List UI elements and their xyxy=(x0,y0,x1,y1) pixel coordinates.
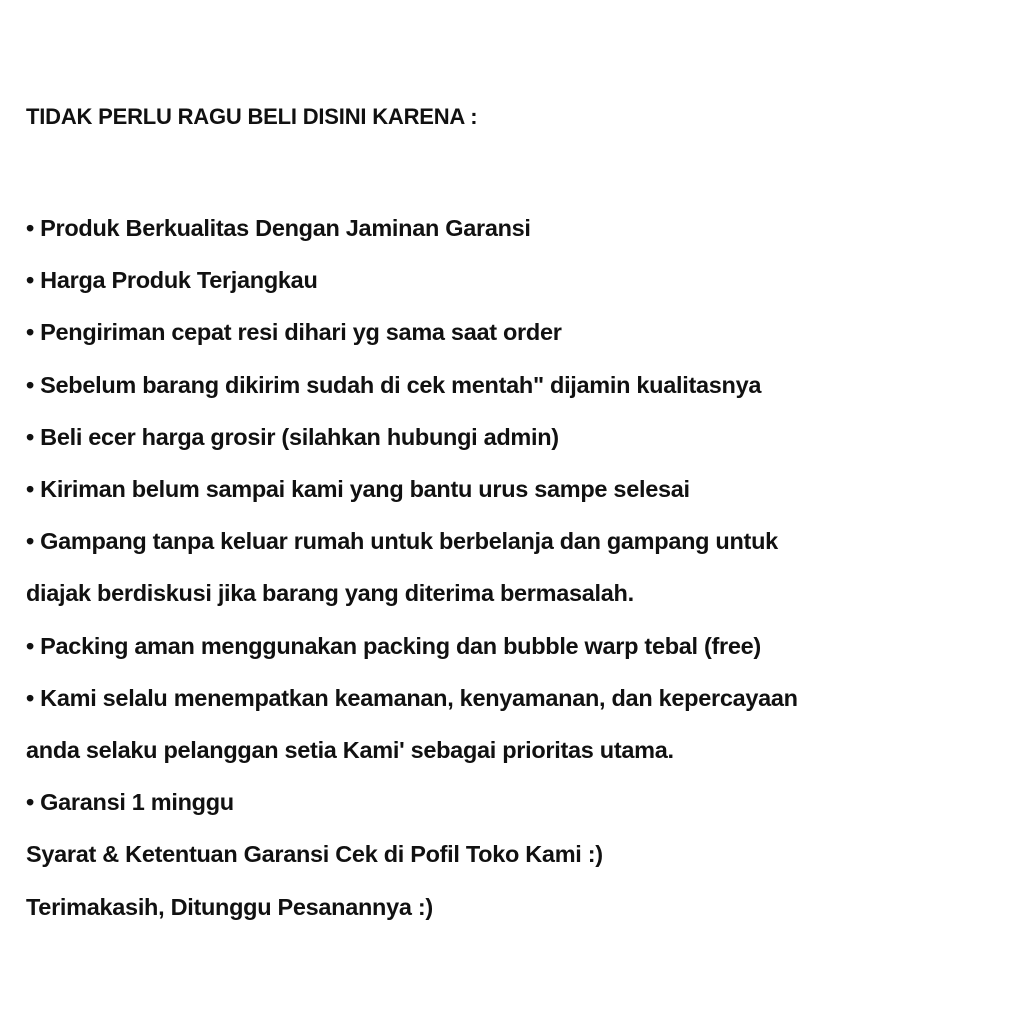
text-line-8: diajak berdiskusi jika barang yang diterima bermasalah. xyxy=(26,580,634,607)
text-line-4: • Sebelum barang dikirim sudah di cek mentah" dijamin kualitasnya xyxy=(26,371,762,398)
text-line-2: • Harga Produk Terjangkau xyxy=(26,267,318,294)
text-line-9: • Packing aman menggunakan packing dan bubble warp tebal (free) xyxy=(26,632,761,659)
text-line-14: Terimakasih, Ditunggu Pesanannya :) xyxy=(26,893,433,920)
text-line-10: • Kami selalu menempatkan keamanan, kenyamanan, dan kepercayaan xyxy=(26,684,798,711)
text-line-5: • Beli ecer harga grosir (silahkan hubungi admin) xyxy=(26,423,559,450)
text-line-11: anda selaku pelanggan setia Kami' sebagai prioritas utama. xyxy=(26,737,674,764)
text-line-3: • Pengiriman cepat resi dihari yg sama saat order xyxy=(26,319,562,346)
spacer xyxy=(26,136,1001,202)
text-line-12: • Garansi 1 minggu xyxy=(26,789,234,816)
document-body xyxy=(26,98,1001,933)
text-line-6: • Kiriman belum sampai kami yang bantu urus sampe selesai xyxy=(26,476,690,503)
text-line-1: • Produk Berkualitas Dengan Jaminan Garansi xyxy=(26,215,531,241)
text-line-13: Syarat & Ketentuan Garansi Cek di Pofil Toko Kami :) xyxy=(26,841,603,868)
document-heading: TIDAK PERLU RAGU BELI DISINI KARENA : xyxy=(26,104,478,129)
text-line-7: • Gampang tanpa keluar rumah untuk berbelanja dan gampang untuk xyxy=(26,528,778,555)
